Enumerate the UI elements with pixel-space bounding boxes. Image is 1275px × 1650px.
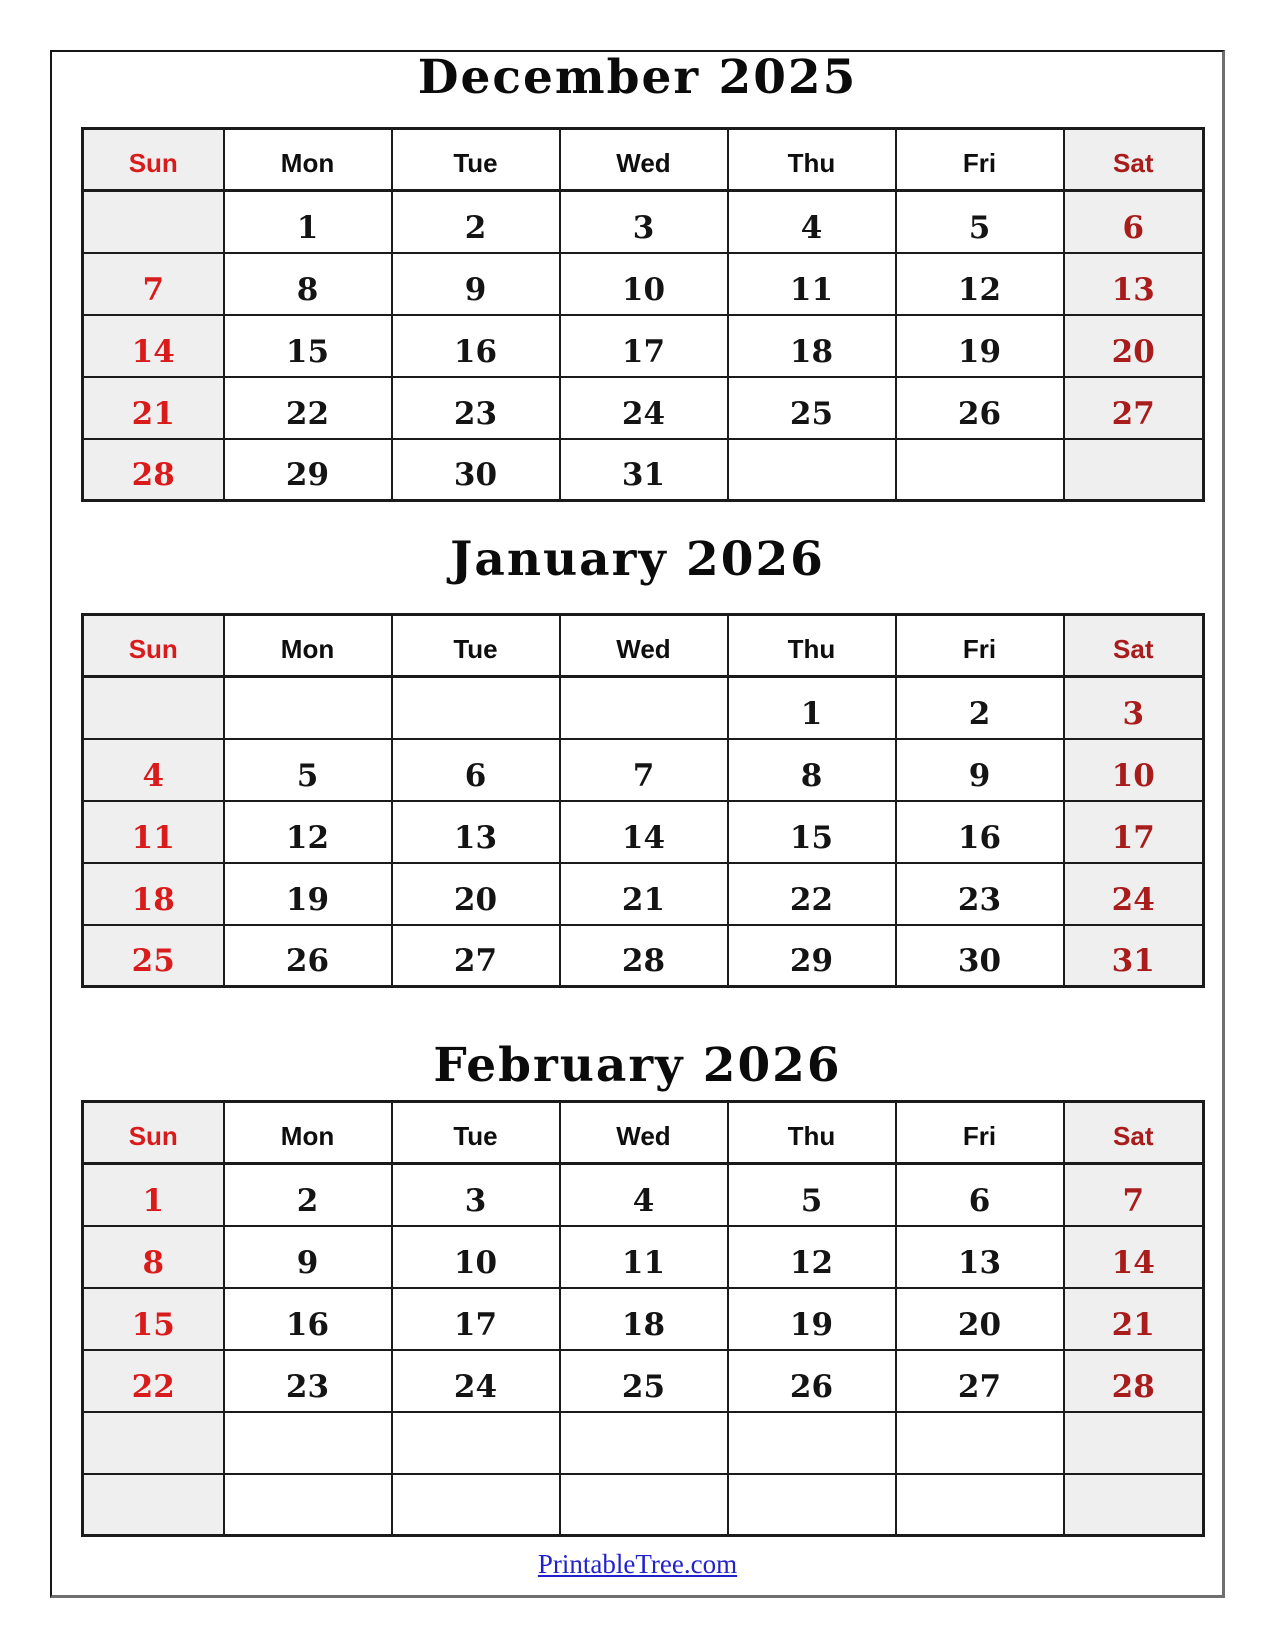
month-table: [81, 127, 1205, 502]
day-cell-12: 12: [224, 801, 392, 863]
day-cell-2: 2: [392, 191, 560, 253]
day-header-mon: Mon: [224, 1102, 392, 1164]
day-cell-6: 6: [1064, 191, 1204, 253]
day-cell-27: 27: [896, 1350, 1064, 1412]
day-cell-25: 25: [728, 377, 896, 439]
day-header-sat: Sat: [1064, 129, 1204, 191]
day-cell-27: 27: [1064, 377, 1204, 439]
day-cell-9: 9: [392, 253, 560, 315]
day-cell-11: 11: [560, 1226, 728, 1288]
day-header-row: [83, 1102, 1204, 1164]
day-cell-empty: [896, 439, 1064, 501]
day-cell-26: 26: [728, 1350, 896, 1412]
day-cell-7: 7: [1064, 1164, 1204, 1226]
day-cell-19: 19: [728, 1288, 896, 1350]
day-cell-2: 2: [224, 1164, 392, 1226]
day-cell-18: 18: [560, 1288, 728, 1350]
day-cell-29: 29: [224, 439, 392, 501]
day-cell-23: 23: [392, 377, 560, 439]
day-cell-4: 4: [728, 191, 896, 253]
day-cell-1: 1: [224, 191, 392, 253]
day-cell-7: 7: [560, 739, 728, 801]
day-cell-16: 16: [392, 315, 560, 377]
day-cell-empty: [83, 191, 224, 253]
day-cell-12: 12: [728, 1226, 896, 1288]
day-cell-empty: [392, 1474, 560, 1536]
day-cell-17: 17: [1064, 801, 1204, 863]
day-cell-20: 20: [392, 863, 560, 925]
day-cell-4: 4: [83, 739, 224, 801]
day-cell-22: 22: [728, 863, 896, 925]
day-cell-30: 30: [896, 925, 1064, 987]
day-cell-16: 16: [896, 801, 1064, 863]
day-cell-6: 6: [896, 1164, 1064, 1226]
day-header-wed: Wed: [560, 1102, 728, 1164]
day-cell-empty: [83, 1412, 224, 1474]
day-header-tue: Tue: [392, 1102, 560, 1164]
day-cell-17: 17: [560, 315, 728, 377]
day-cell-3: 3: [1064, 677, 1204, 739]
day-cell-4: 4: [560, 1164, 728, 1226]
day-cell-28: 28: [83, 439, 224, 501]
footer-link[interactable]: PrintableTree.com: [537, 1549, 738, 1579]
week-row: [83, 253, 1204, 315]
day-cell-16: 16: [224, 1288, 392, 1350]
day-cell-10: 10: [560, 253, 728, 315]
day-cell-15: 15: [728, 801, 896, 863]
day-cell-12: 12: [896, 253, 1064, 315]
day-cell-19: 19: [224, 863, 392, 925]
month-title-december-2025: December 2025: [417, 50, 858, 105]
day-cell-15: 15: [224, 315, 392, 377]
day-cell-1: 1: [728, 677, 896, 739]
week-row: [83, 863, 1204, 925]
day-cell-empty: [392, 677, 560, 739]
week-row: [83, 1226, 1204, 1288]
day-header-fri: Fri: [896, 615, 1064, 677]
day-header-fri: Fri: [896, 1102, 1064, 1164]
day-cell-13: 13: [392, 801, 560, 863]
calendar-grid-january-2026: [81, 613, 1202, 988]
day-cell-10: 10: [1064, 739, 1204, 801]
day-header-mon: Mon: [224, 615, 392, 677]
day-cell-empty: [1064, 439, 1204, 501]
day-cell-empty: [896, 1412, 1064, 1474]
day-header-tue: Tue: [392, 129, 560, 191]
day-cell-18: 18: [728, 315, 896, 377]
calendar-grid-december-2025: [81, 127, 1202, 502]
day-cell-31: 31: [1064, 925, 1204, 987]
day-cell-3: 3: [392, 1164, 560, 1226]
day-cell-28: 28: [560, 925, 728, 987]
day-cell-9: 9: [896, 739, 1064, 801]
day-cell-9: 9: [224, 1226, 392, 1288]
day-cell-3: 3: [560, 191, 728, 253]
day-cell-empty: [224, 1412, 392, 1474]
day-header-row: [83, 129, 1204, 191]
day-cell-21: 21: [560, 863, 728, 925]
day-cell-18: 18: [83, 863, 224, 925]
day-header-thu: Thu: [728, 615, 896, 677]
week-row: [83, 1474, 1204, 1536]
day-header-row: [83, 615, 1204, 677]
calendar-grid-february-2026: [81, 1100, 1202, 1537]
day-cell-empty: [560, 677, 728, 739]
day-cell-5: 5: [224, 739, 392, 801]
day-cell-31: 31: [560, 439, 728, 501]
day-cell-22: 22: [83, 1350, 224, 1412]
week-row: [83, 925, 1204, 987]
month-title-february-2026: February 2026: [433, 1038, 842, 1093]
day-cell-empty: [560, 1474, 728, 1536]
week-row: [83, 315, 1204, 377]
day-cell-20: 20: [1064, 315, 1204, 377]
day-cell-10: 10: [392, 1226, 560, 1288]
day-header-tue: Tue: [392, 615, 560, 677]
day-header-fri: Fri: [896, 129, 1064, 191]
day-header-sat: Sat: [1064, 615, 1204, 677]
day-cell-28: 28: [1064, 1350, 1204, 1412]
week-row: [83, 1164, 1204, 1226]
day-cell-empty: [728, 1412, 896, 1474]
day-header-mon: Mon: [224, 129, 392, 191]
day-cell-24: 24: [560, 377, 728, 439]
day-cell-empty: [224, 1474, 392, 1536]
day-cell-6: 6: [392, 739, 560, 801]
day-cell-empty: [560, 1412, 728, 1474]
week-row: [83, 677, 1204, 739]
day-cell-20: 20: [896, 1288, 1064, 1350]
day-cell-26: 26: [224, 925, 392, 987]
day-cell-empty: [728, 1474, 896, 1536]
day-cell-25: 25: [83, 925, 224, 987]
day-cell-22: 22: [224, 377, 392, 439]
day-cell-29: 29: [728, 925, 896, 987]
day-cell-27: 27: [392, 925, 560, 987]
month-table: [81, 613, 1205, 988]
day-cell-empty: [1064, 1474, 1204, 1536]
day-cell-25: 25: [560, 1350, 728, 1412]
day-cell-24: 24: [1064, 863, 1204, 925]
day-cell-5: 5: [896, 191, 1064, 253]
week-row: [83, 1288, 1204, 1350]
day-cell-13: 13: [1064, 253, 1204, 315]
day-cell-21: 21: [83, 377, 224, 439]
day-cell-8: 8: [83, 1226, 224, 1288]
day-cell-11: 11: [83, 801, 224, 863]
day-cell-14: 14: [83, 315, 224, 377]
day-header-wed: Wed: [560, 129, 728, 191]
month-table: [81, 1100, 1205, 1537]
day-cell-empty: [1064, 1412, 1204, 1474]
day-cell-24: 24: [392, 1350, 560, 1412]
week-row: [83, 801, 1204, 863]
day-header-thu: Thu: [728, 1102, 896, 1164]
day-header-sun: Sun: [83, 1102, 224, 1164]
day-header-thu: Thu: [728, 129, 896, 191]
day-cell-17: 17: [392, 1288, 560, 1350]
week-row: [83, 377, 1204, 439]
day-cell-14: 14: [1064, 1226, 1204, 1288]
week-row: [83, 1350, 1204, 1412]
footer: [0, 1549, 1275, 1580]
day-cell-8: 8: [728, 739, 896, 801]
week-row: [83, 439, 1204, 501]
week-row: [83, 1412, 1204, 1474]
day-cell-8: 8: [224, 253, 392, 315]
day-cell-26: 26: [896, 377, 1064, 439]
day-cell-15: 15: [83, 1288, 224, 1350]
day-cell-1: 1: [83, 1164, 224, 1226]
day-cell-11: 11: [728, 253, 896, 315]
day-cell-empty: [224, 677, 392, 739]
day-cell-30: 30: [392, 439, 560, 501]
day-cell-7: 7: [83, 253, 224, 315]
day-cell-empty: [896, 1474, 1064, 1536]
day-cell-13: 13: [896, 1226, 1064, 1288]
day-cell-empty: [83, 1474, 224, 1536]
day-cell-19: 19: [896, 315, 1064, 377]
month-title-january-2026: January 2026: [450, 532, 825, 587]
day-cell-2: 2: [896, 677, 1064, 739]
day-cell-empty: [728, 439, 896, 501]
week-row: [83, 191, 1204, 253]
day-header-sun: Sun: [83, 615, 224, 677]
day-header-wed: Wed: [560, 615, 728, 677]
day-cell-21: 21: [1064, 1288, 1204, 1350]
week-row: [83, 739, 1204, 801]
day-cell-empty: [83, 677, 224, 739]
day-header-sat: Sat: [1064, 1102, 1204, 1164]
day-cell-empty: [392, 1412, 560, 1474]
day-header-sun: Sun: [83, 129, 224, 191]
day-cell-5: 5: [728, 1164, 896, 1226]
day-cell-23: 23: [224, 1350, 392, 1412]
day-cell-14: 14: [560, 801, 728, 863]
day-cell-23: 23: [896, 863, 1064, 925]
